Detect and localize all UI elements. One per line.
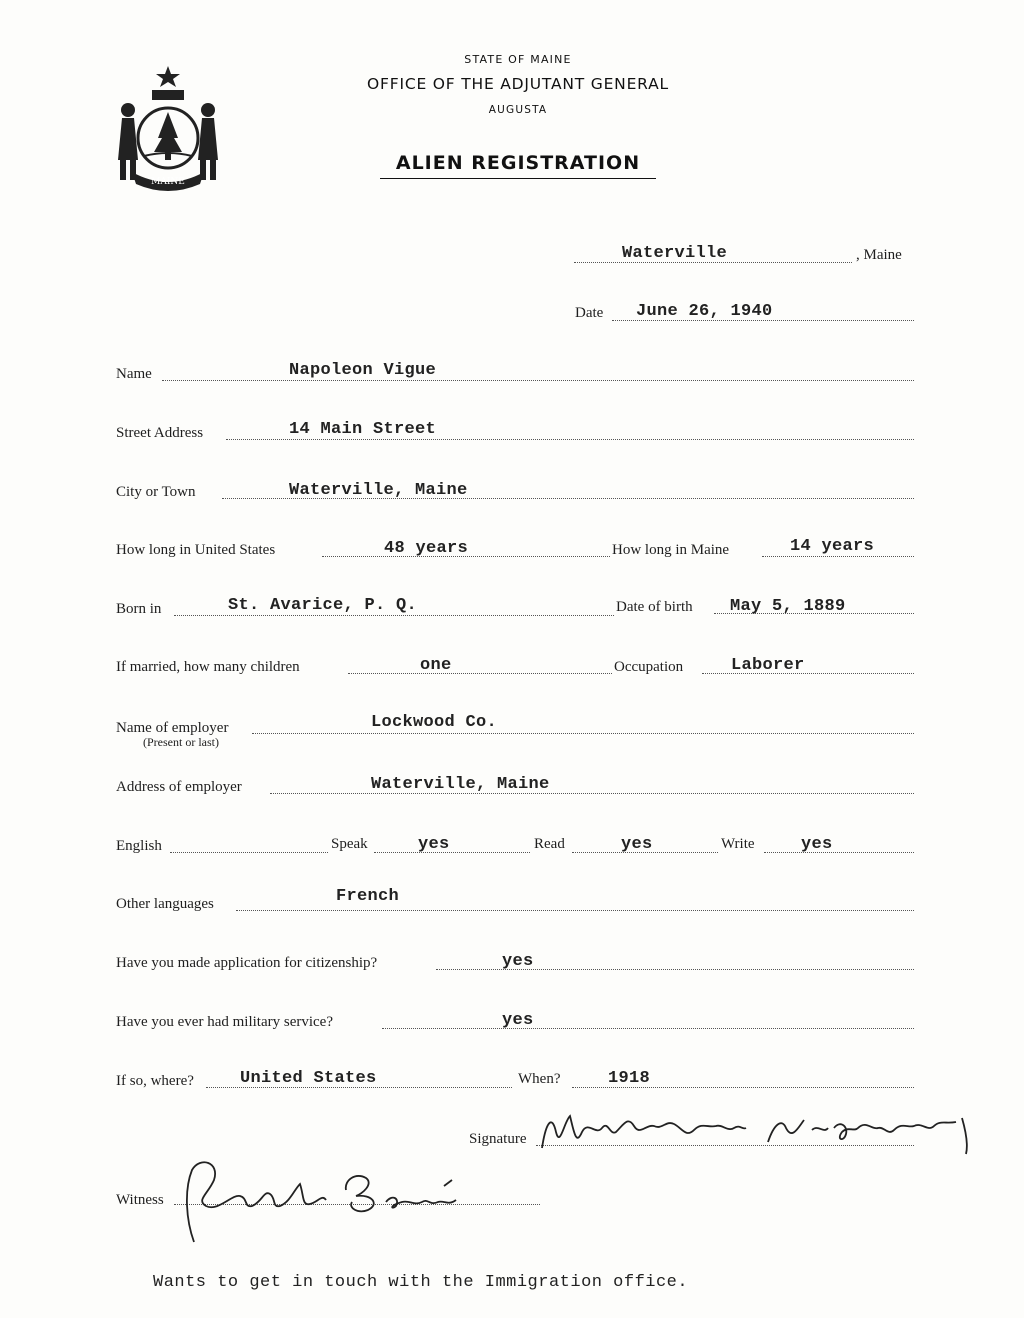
children-label: If married, how many children (116, 659, 300, 675)
maine-duration-label: How long in Maine (612, 542, 730, 558)
military-label: Have you ever had military service? (116, 1014, 333, 1030)
speak-value: yes (418, 835, 450, 854)
other-languages-label: Other languages (116, 896, 214, 912)
employer-label: Name of employer (116, 720, 229, 736)
date-label: Date (575, 305, 604, 321)
born-value: St. Avarice, P. Q. (228, 596, 418, 615)
children-line (348, 673, 612, 674)
employer-address-value: Waterville, Maine (371, 775, 550, 794)
city-label: City or Town (116, 484, 196, 500)
applicant-signature (536, 1102, 976, 1162)
witness-label: Witness (116, 1192, 164, 1208)
born-line (174, 615, 614, 616)
witness-signature (176, 1150, 476, 1250)
read-label: Read (534, 836, 565, 852)
street-value: 14 Main Street (289, 420, 437, 439)
citizenship-value: yes (502, 952, 534, 971)
where-value: United States (240, 1069, 377, 1088)
english-label: English (116, 838, 162, 854)
other-languages-value: French (336, 887, 400, 906)
name-value: Napoleon Vigue (289, 361, 437, 380)
name-label: Name (116, 366, 152, 382)
english-line (170, 852, 328, 853)
us-duration-label: How long in United States (116, 542, 276, 558)
occupation-value: Laborer (731, 656, 805, 675)
header-state: STATE OF MAINE (464, 53, 572, 66)
location-suffix: , Maine (856, 247, 902, 263)
city-value: Waterville, Maine (289, 481, 468, 500)
employer-sublabel: (Present or last) (143, 735, 219, 749)
dob-label: Date of birth (616, 599, 693, 615)
location-value: Waterville (622, 244, 728, 263)
dob-value: May 5, 1889 (730, 597, 846, 616)
write-value: yes (801, 835, 833, 854)
other-languages-line (236, 910, 914, 911)
street-label: Street Address (116, 425, 204, 441)
maine-duration-line (762, 556, 914, 557)
form-title-text: ALIEN REGISTRATION (380, 152, 656, 179)
street-line (226, 439, 914, 440)
speak-label: Speak (331, 836, 368, 852)
citizenship-label: Have you made application for citizenship? (116, 955, 378, 971)
write-label: Write (721, 836, 755, 852)
when-label: When? (518, 1071, 561, 1087)
header-office: OFFICE OF THE ADJUTANT GENERAL (367, 75, 669, 93)
name-line (162, 380, 914, 381)
employer-address-line (270, 793, 914, 794)
when-value: 1918 (608, 1069, 651, 1088)
read-value: yes (621, 835, 653, 854)
military-value: yes (502, 1011, 534, 1030)
born-label: Born in (116, 601, 162, 617)
header-city: AUGUSTA (488, 104, 548, 116)
employer-value: Lockwood Co. (371, 713, 498, 732)
signature-label: Signature (469, 1131, 527, 1147)
military-line (382, 1028, 914, 1029)
where-label: If so, where? (116, 1073, 194, 1089)
children-value: one (420, 656, 452, 675)
occupation-label: Occupation (614, 659, 684, 675)
maine-duration-value: 14 years (790, 537, 875, 556)
seal-banner-text: MAINE (151, 177, 185, 187)
typed-note: Wants to get in touch with the Immigration office. (153, 1273, 689, 1292)
employer-address-label: Address of employer (116, 779, 242, 795)
date-value: June 26, 1940 (636, 302, 773, 321)
employer-line (252, 733, 914, 734)
write-line (764, 852, 914, 853)
us-duration-value: 48 years (384, 539, 469, 558)
form-title (6, 152, 1024, 179)
speak-line (374, 852, 530, 853)
